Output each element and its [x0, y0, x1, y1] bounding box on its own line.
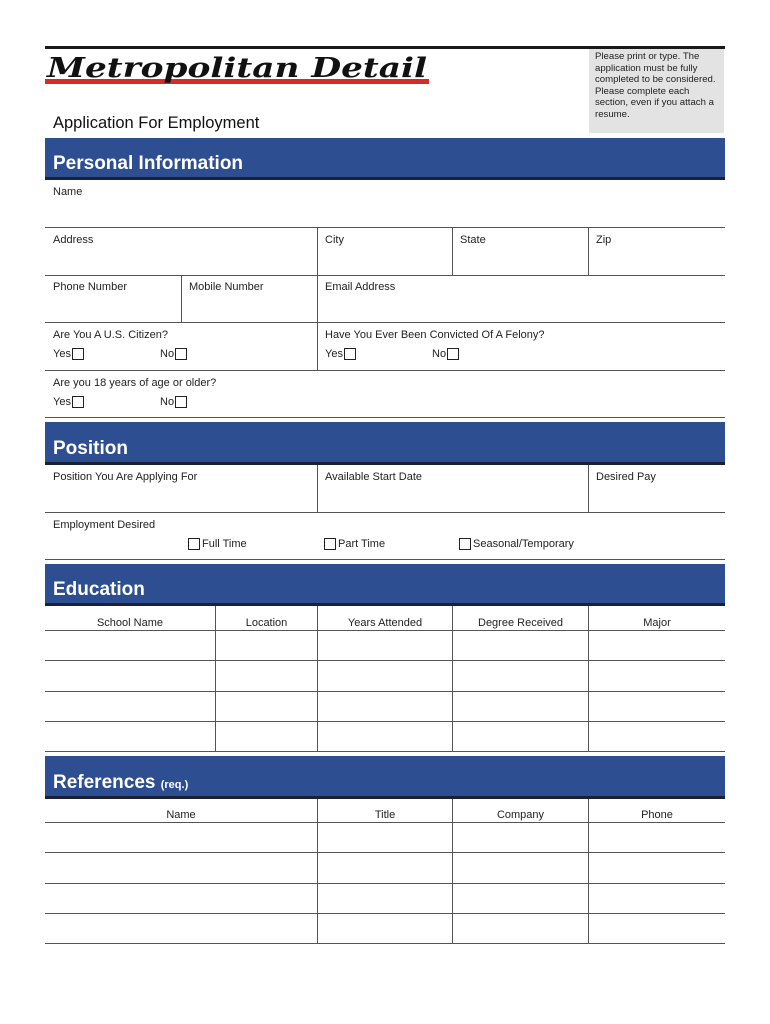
- column-header: Company: [496, 809, 545, 821]
- column-header: Name: [166, 809, 196, 821]
- email-field[interactable]: [318, 296, 725, 322]
- divider: [45, 370, 725, 371]
- citizen-yes-checkbox[interactable]: [72, 348, 84, 360]
- section-title: Position: [53, 438, 128, 459]
- phone-field[interactable]: [45, 296, 179, 322]
- position-applying-field[interactable]: [45, 485, 315, 511]
- name-label: Name: [53, 186, 83, 198]
- document-title: Application For Employment: [53, 114, 260, 132]
- citizen-yes-option[interactable]: [53, 348, 84, 360]
- seasonal-checkbox[interactable]: [459, 538, 471, 550]
- desired-pay-field[interactable]: [589, 485, 725, 511]
- age-no-option[interactable]: [160, 396, 187, 408]
- citizen-no-option[interactable]: [160, 348, 187, 360]
- citizen-question: Are You A U.S. Citizen?: [53, 329, 168, 341]
- position-header: [45, 422, 725, 465]
- table-row[interactable]: [45, 884, 725, 913]
- yes-label: Yes: [53, 348, 71, 360]
- felony-no-option[interactable]: [432, 348, 459, 360]
- references-header: [45, 756, 725, 799]
- required-note: (req.): [160, 779, 189, 791]
- table-row[interactable]: [45, 631, 725, 660]
- column-header: Location: [245, 617, 288, 629]
- divider: [45, 227, 725, 228]
- table-row[interactable]: [45, 692, 725, 721]
- divider: [45, 943, 725, 944]
- column-header: Phone: [641, 809, 673, 821]
- age-yes-checkbox[interactable]: [72, 396, 84, 408]
- mobile-field[interactable]: [182, 296, 316, 322]
- column-header: Title: [374, 809, 396, 821]
- full-time-checkbox[interactable]: [188, 538, 200, 550]
- company-logo-graphic: [45, 52, 429, 88]
- personal-information-header: [45, 138, 725, 180]
- state-field[interactable]: [453, 248, 587, 274]
- state-label: State: [460, 234, 486, 246]
- part-time-option[interactable]: [324, 538, 385, 550]
- instructions-note: Please print or type. The application must be fully completed to be considered. Please complete each section, even if you attach a resume.: [589, 49, 724, 133]
- section-title: Education: [53, 579, 145, 600]
- yes-label: Yes: [53, 396, 71, 408]
- references-title: References: [53, 772, 156, 793]
- table-row[interactable]: [45, 722, 725, 751]
- no-label: No: [432, 348, 447, 360]
- divider: [45, 322, 725, 323]
- divider: [317, 322, 318, 370]
- address-label: Address: [53, 234, 94, 246]
- part-time-checkbox[interactable]: [324, 538, 336, 550]
- company-logo: [45, 52, 429, 88]
- table-row[interactable]: [45, 661, 725, 690]
- position-applying-label: Position You Are Applying For: [53, 471, 198, 483]
- zip-label: Zip: [596, 234, 612, 246]
- citizen-no-checkbox[interactable]: [175, 348, 187, 360]
- seasonal-label: Seasonal/Temporary: [473, 538, 574, 550]
- logo-text: Metropolitan Detail: [45, 53, 427, 84]
- age-yes-option[interactable]: [53, 396, 84, 408]
- full-time-label: Full Time: [202, 538, 247, 550]
- employment-desired-label: Employment Desired: [53, 519, 156, 531]
- column-header: Degree Received: [478, 617, 563, 629]
- divider: [45, 275, 725, 276]
- seasonal-option[interactable]: [459, 538, 574, 550]
- name-field[interactable]: [45, 194, 725, 226]
- divider: [45, 751, 725, 752]
- city-field[interactable]: [318, 248, 451, 274]
- no-label: No: [160, 396, 175, 408]
- desired-pay-label: Desired Pay: [596, 471, 656, 483]
- part-time-label: Part Time: [338, 538, 386, 550]
- phone-label: Phone Number: [53, 281, 127, 293]
- education-header: [45, 564, 725, 606]
- divider: [45, 559, 725, 560]
- section-title: Personal Information: [53, 153, 244, 174]
- mobile-label: Mobile Number: [189, 281, 264, 293]
- no-label: No: [160, 348, 175, 360]
- felony-yes-checkbox[interactable]: [344, 348, 356, 360]
- start-date-field[interactable]: [318, 485, 587, 511]
- zip-field[interactable]: [589, 248, 725, 274]
- column-header: Major: [643, 617, 671, 629]
- table-row[interactable]: [45, 853, 725, 882]
- age-question: Are you 18 years of age or older?: [53, 377, 217, 389]
- table-row[interactable]: [45, 823, 725, 852]
- yes-label: Yes: [325, 348, 343, 360]
- divider: [45, 417, 725, 418]
- start-date-label: Available Start Date: [325, 471, 423, 483]
- age-no-checkbox[interactable]: [175, 396, 187, 408]
- felony-question: Have You Ever Been Convicted Of A Felony?: [325, 329, 545, 341]
- column-header: Years Attended: [347, 617, 423, 629]
- table-row[interactable]: [45, 914, 725, 943]
- address-field[interactable]: [45, 248, 315, 274]
- email-label: Email Address: [325, 281, 396, 293]
- column-header: School Name: [96, 617, 164, 629]
- felony-yes-option[interactable]: [325, 348, 356, 360]
- city-label: City: [325, 234, 344, 246]
- full-time-option[interactable]: [188, 538, 247, 550]
- section-title: [53, 772, 188, 794]
- divider: [45, 512, 725, 513]
- felony-no-checkbox[interactable]: [447, 348, 459, 360]
